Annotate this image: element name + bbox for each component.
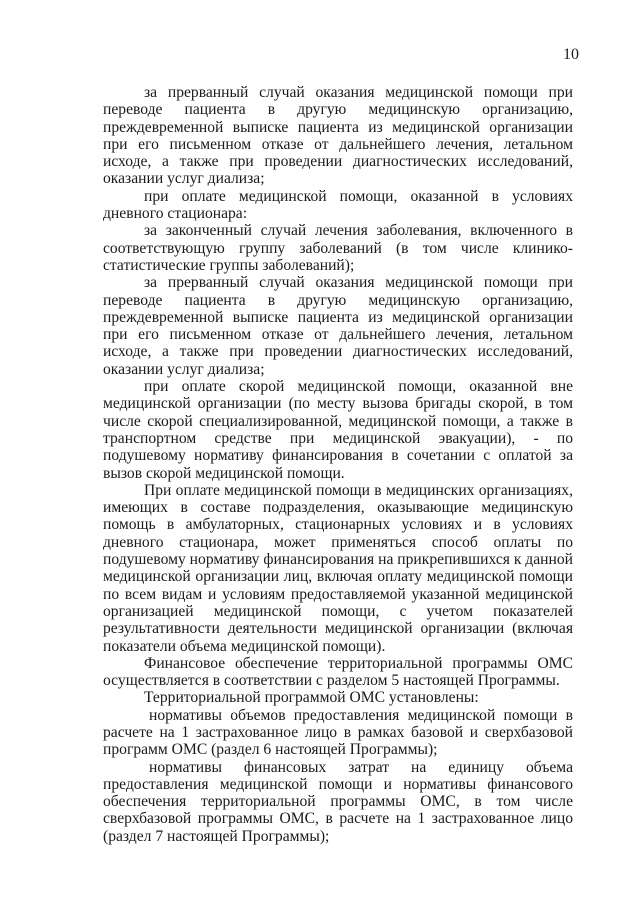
- document-body: [103, 84, 573, 845]
- paragraph-per-capita-funding: При оплате медицинской помощи в медицинских организациях, имеющих в составе подразделения, оказывающие медицинскую помощь в амбулаторных, стационарных условиях и в условиях дневного стационара, может применяться способ оплаты по подушевому нормативу финансирования на прикрепившихся к данной медицинской организации лиц, включая оплату медицинской помощи по всем видам и условиям предоставляемой указанной медицинской организацией медицинской помощи, с учетом показателей результативности деятельности медицинской организации (включая показатели объема медицинской помощи).: [103, 481, 573, 655]
- paragraph-cost-standards: нормативы финансовых затрат на единицу объема предоставления медицинской помощи и нормативы финансового обеспечения территориальной программы ОМС, в том числе сверхбазовой программы ОМС, в расчете на 1 застрахованное лицо (раздел 7 настоящей Программы);: [103, 758, 573, 845]
- paragraph-financial-support: Финансовое обеспечение территориальной программы ОМС осуществляется в соответствии с разделом 5 настоящей Программы.: [103, 654, 573, 690]
- paragraph-completed-case-payment: за законченный случай лечения заболевания, включенного в соответствующую группу заболеваний (в том числе клинико-статистические группы заболеваний);: [103, 222, 573, 274]
- paragraph-interrupted-case-day-hospital: за прерванный случай оказания медицинской помощи при переводе пациента в другую медицинскую организацию, преждевременной выписке пациента из медицинской организации при его письменном отказе от дальнейшего лечения, летальном исходе, а также при проведении диагностических исследований, оказании услуг диализа;: [103, 274, 573, 378]
- paragraph-day-hospital-payment: при оплате медицинской помощи, оказанной в условиях дневного стационара:: [103, 187, 573, 223]
- paragraph-program-established: Территориальной программой ОМС установлены:: [144, 689, 479, 707]
- paragraph-interrupted-case-payment: за прерванный случай оказания медицинской помощи при переводе пациента в другую медицинскую организацию, преждевременной выписке пациента из медицинской организации при его письменном отказе от дальнейшего лечения, летальном исходе, а также при проведении диагностических исследований, оказании услуг диализа;: [103, 84, 573, 188]
- paragraph-volume-standards: нормативы объемов предоставления медицинской помощи в расчете на 1 застрахованное лицо в рамках базовой и сверхбазовой программ ОМС (раздел 6 настоящей Программы);: [103, 706, 573, 759]
- page-number: 10: [563, 46, 579, 63]
- paragraph-emergency-care-payment: при оплате скорой медицинской помощи, оказанной вне медицинской организации (по месту вызова бригады скорой, в том числе скорой специализированной, медицинской помощи, а также в транспортном средстве при медицинской эвакуации), - по подушевому нормативу финансирования в сочетании с оплатой за вызов скорой медицинской помощи.: [103, 378, 573, 482]
